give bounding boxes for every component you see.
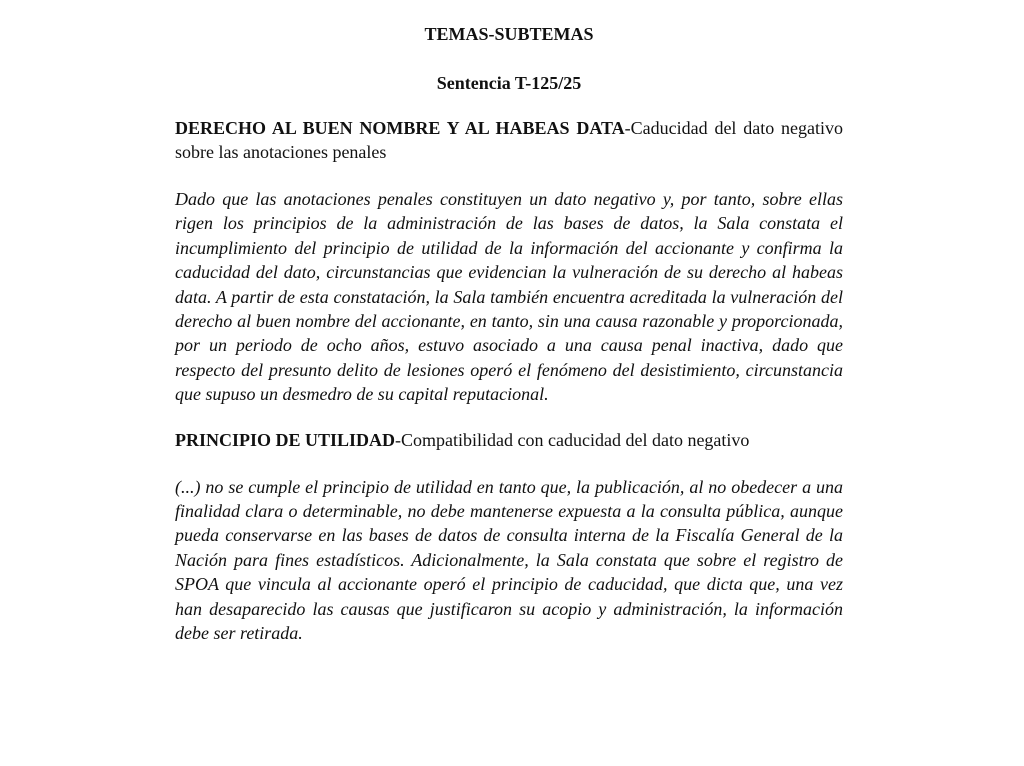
document-page xyxy=(175,22,843,667)
summary-paragraph-2: (...) no se cumple el principio de utilidad en tanto que, la publicación, al no obedecer a una finalidad clara o determinable, no debe mantenerse expuesta a la consulta pública, aunque pueda conservarse en las bases de datos de consulta interna de la Fiscalía General de la Nación para fines estadísticos. Adicionalmente, la Sala constata que sobre el registro de SPOA que vincula al accionante operó el principio de caducidad, que dicta que, una vez han desaparecido las causas que justificaron su acopio y administración, la información debe ser retirada. xyxy=(175,476,843,644)
topic-heading-2-bold: PRINCIPIO DE UTILIDAD xyxy=(175,429,396,450)
summary-paragraph-1: Dado que las anotaciones penales constituyen un dato negativo y, por tanto, sobre ellas rigen los principios de la administración de las bases de datos, la Sala constata el incumplimiento del principio de utilidad de la información del accionante y confirma la caducidad del dato, circunstancias que evidencian la vulneración de su derecho al habeas data. A partir de esta constatación, la Sala también encuentra acreditada la vulneración del derecho al buen nombre del accionante, en tanto, sin una causa razonable y proporcionada, por un periodo de ocho años, estuvo asociado a una causa penal inactiva, dado que respecto del presunto delito de lesiones operó el fenómeno del desistimiento, circunstancia que supuso un desmedro de su capital reputacional. xyxy=(175,189,843,405)
topic-heading-1 xyxy=(175,116,843,164)
topic-heading-2 xyxy=(175,428,843,452)
topic-heading-2-rest: -Compatibilidad con caducidad del dato negativo xyxy=(395,429,750,450)
topic-heading-1-rest: -Caducidad del dato negativo sobre las anotaciones penales xyxy=(175,118,843,162)
topic-heading-1-bold: DERECHO AL BUEN NOMBRE Y AL HABEAS DATA xyxy=(175,118,625,138)
case-number: Sentencia T-125/25 xyxy=(436,73,582,93)
document-title: TEMAS-SUBTEMAS xyxy=(424,24,594,44)
